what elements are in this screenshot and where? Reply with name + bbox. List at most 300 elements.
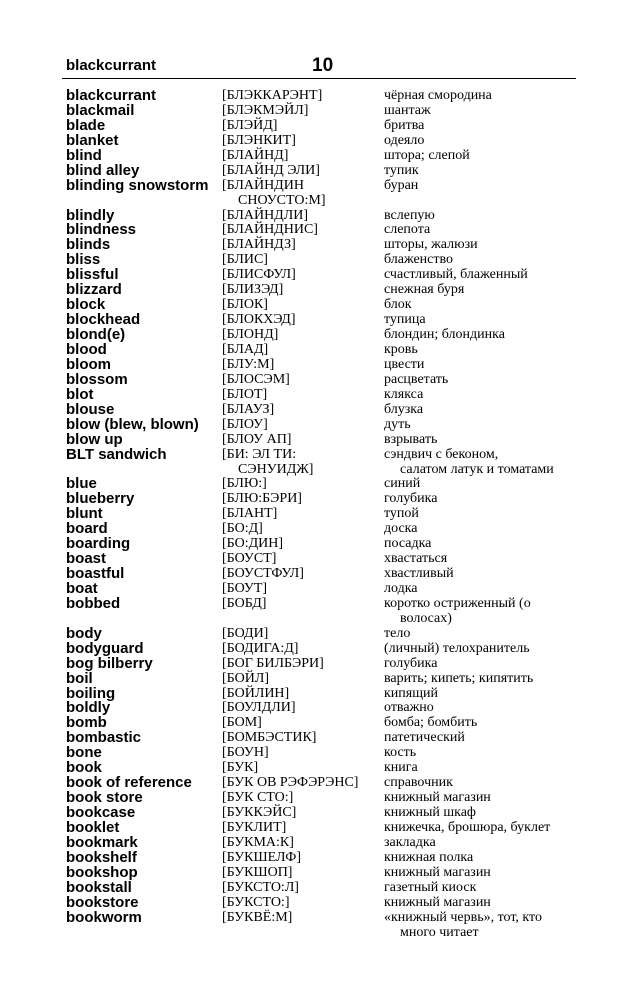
translation: [384, 402, 584, 417]
dictionary-entry: [0, 895, 619, 910]
dictionary-entry: [0, 432, 619, 447]
headword: boil: [66, 669, 93, 687]
dictionary-entry: [0, 536, 619, 551]
dictionary-entry: [0, 656, 619, 671]
translation-line: одеяло: [384, 132, 425, 148]
translation: [384, 790, 584, 805]
transcription: [222, 656, 380, 671]
transcription-line: [БОМ]: [222, 715, 262, 731]
translation: [384, 417, 584, 432]
transcription-line: [БЛИЗЭД]: [222, 282, 284, 298]
dictionary-entry: [0, 163, 619, 178]
dictionary-entry: [0, 880, 619, 895]
translation-line: «книжный червь», тот, кто: [384, 909, 542, 925]
headword: book store: [66, 789, 143, 807]
headword: bookmark: [66, 833, 138, 851]
transcription-line: [БУКВЁ:М]: [222, 909, 293, 925]
transcription-line: [БУКШОП]: [222, 864, 293, 880]
transcription-line: [БОБД]: [222, 595, 267, 611]
dictionary-entry: [0, 372, 619, 387]
headword: blackcurrant: [66, 87, 157, 104]
page-number: 10: [312, 55, 334, 76]
translation-line: хвастливый: [384, 566, 454, 582]
transcription: [222, 372, 380, 387]
translation: [384, 641, 584, 656]
translation: [384, 342, 584, 357]
translation-line: книжный магазин: [384, 894, 491, 910]
transcription-line: [БО:ДИН]: [222, 536, 284, 552]
headword: boarding: [66, 535, 131, 553]
translation-line: шантаж: [384, 102, 431, 118]
transcription-line: [БУКШЕЛФ]: [222, 849, 301, 865]
dictionary-entry: [0, 835, 619, 850]
transcription: [222, 237, 380, 252]
transcription-line: [БУКМА:К]: [222, 834, 294, 850]
transcription: [222, 252, 380, 267]
transcription: [222, 208, 380, 223]
transcription: [222, 596, 380, 611]
headword: bombastic: [66, 729, 142, 747]
headword: bliss: [66, 251, 101, 269]
transcription: [222, 910, 380, 925]
dictionary-entry: [0, 357, 619, 372]
dictionary-entry: [0, 700, 619, 715]
dictionary-entry: [0, 745, 619, 760]
transcription-line: [БЛЭНКИТ]: [222, 132, 296, 148]
dictionary-entry: [0, 342, 619, 357]
transcription: [222, 566, 380, 581]
transcription-line: [БОЙЛ]: [222, 670, 269, 686]
headword: blackmail: [66, 101, 135, 119]
transcription-line: [БЛОКХЭД]: [222, 312, 296, 328]
dictionary-entry: [0, 237, 619, 252]
headword: bookcase: [66, 804, 136, 822]
translation: [384, 163, 584, 178]
headword: blind alley: [66, 161, 140, 179]
transcription-line: [БУКЛИТ]: [222, 819, 287, 835]
translation: [384, 237, 584, 252]
dictionary-entries: [0, 88, 619, 940]
dictionary-entry: [0, 596, 619, 626]
translation: [384, 656, 584, 671]
headword: boldly: [66, 699, 111, 717]
translation-continuation: салатом латук и томатами: [400, 461, 554, 477]
translation: [384, 222, 584, 237]
dictionary-entry: [0, 297, 619, 312]
transcription: [222, 222, 380, 237]
dictionary-entry: [0, 387, 619, 402]
transcription-line: [БОУТ]: [222, 580, 268, 596]
transcription-line: [БЛАЙНД]: [222, 147, 289, 163]
headword: blinds: [66, 236, 111, 254]
translation-line: дуть: [384, 416, 411, 432]
headword: blade: [66, 116, 106, 134]
translation-line: синий: [384, 476, 421, 492]
headword: blow (blew, blown): [66, 415, 199, 433]
running-head-word: blackcurrant: [66, 57, 157, 74]
transcription: [222, 745, 380, 760]
transcription: [222, 626, 380, 641]
transcription-line: [БУККЭЙС]: [222, 805, 297, 821]
dictionary-entry: [0, 476, 619, 491]
headword: bookstall: [66, 878, 132, 896]
transcription: [222, 267, 380, 282]
transcription-line: [БОДИГА:Д]: [222, 640, 299, 656]
dictionary-entry: [0, 581, 619, 596]
translation-line: варить; кипеть; кипятить: [384, 670, 534, 686]
translation-line: книга: [384, 760, 418, 776]
translation: [384, 327, 584, 342]
translation: [384, 118, 584, 133]
transcription: [222, 327, 380, 342]
translation-line: кровь: [384, 341, 418, 357]
transcription: [222, 760, 380, 775]
transcription-line: [БОУСТФУЛ]: [222, 566, 304, 582]
transcription: [222, 282, 380, 297]
transcription: [222, 700, 380, 715]
transcription-line: [БО:Д]: [222, 521, 263, 537]
translation: [384, 835, 584, 850]
translation-line: закладка: [384, 834, 436, 850]
dictionary-entry: [0, 148, 619, 163]
translation: [384, 357, 584, 372]
headword: bloom: [66, 355, 111, 373]
transcription-line: [БЛАНТ]: [222, 506, 278, 522]
translation: [384, 730, 584, 745]
translation: [384, 760, 584, 775]
headword: bone: [66, 744, 102, 762]
dictionary-entry: [0, 282, 619, 297]
headword: blossom: [66, 370, 128, 388]
translation-line: вслепую: [384, 207, 435, 223]
transcription: [222, 357, 380, 372]
translation: [384, 626, 584, 641]
dictionary-entry: [0, 551, 619, 566]
translation-line: тупица: [384, 312, 426, 328]
headword: bodyguard: [66, 639, 144, 657]
headword: blond(e): [66, 326, 126, 344]
transcription-line: [БЛАЙНДЛИ]: [222, 207, 308, 223]
translation: [384, 88, 584, 103]
translation: [384, 506, 584, 521]
dictionary-entry: [0, 910, 619, 940]
transcription-continuation: СНОУСТО:М]: [238, 192, 326, 208]
headword: blood: [66, 340, 107, 358]
dictionary-entry: [0, 626, 619, 641]
translation: [384, 581, 584, 596]
transcription: [222, 775, 380, 790]
translation: [384, 267, 584, 282]
translation-line: бомба; бомбить: [384, 715, 478, 731]
transcription-line: [БУКСТО:Л]: [222, 879, 299, 895]
transcription-line: [БЛАД]: [222, 341, 269, 357]
translation-line: снежная буря: [384, 282, 465, 298]
dictionary-entry: [0, 775, 619, 790]
translation-line: хвастаться: [384, 551, 448, 567]
transcription: [222, 715, 380, 730]
translation-line: лодка: [384, 580, 418, 596]
headword: blunt: [66, 505, 103, 523]
dictionary-entry: [0, 208, 619, 223]
transcription-line: [БИ: ЭЛ ТИ:: [222, 446, 297, 462]
translation-line: блок: [384, 297, 412, 313]
transcription-line: [БЛОУ]: [222, 416, 268, 432]
headword: blissful: [66, 266, 119, 284]
transcription-line: [БЛОУ АП]: [222, 431, 292, 447]
headword: bomb: [66, 714, 107, 732]
translation-line: отважно: [384, 700, 434, 716]
translation: [384, 686, 584, 701]
headword: blot: [66, 385, 94, 403]
transcription-line: [БОГ БИЛБЭРИ]: [222, 655, 324, 671]
header-rule: [62, 78, 576, 79]
transcription: [222, 447, 380, 477]
transcription-line: [БУКСТО:]: [222, 894, 290, 910]
translation: [384, 491, 584, 506]
headword: blow up: [66, 430, 123, 448]
transcription: [222, 820, 380, 835]
translation-line: справочник: [384, 775, 453, 791]
translation: [384, 745, 584, 760]
translation: [384, 133, 584, 148]
headword: blizzard: [66, 281, 122, 299]
transcription-line: [БЛЮ:БЭРИ]: [222, 491, 302, 507]
translation: [384, 282, 584, 297]
translation: [384, 910, 584, 940]
transcription-line: [БЛИСФУЛ]: [222, 267, 296, 283]
headword: bobbed: [66, 594, 121, 612]
translation-line: книжный магазин: [384, 864, 491, 880]
dictionary-entry: [0, 222, 619, 237]
dictionary-entry: [0, 447, 619, 477]
transcription-line: [БЛОК]: [222, 297, 268, 313]
translation: [384, 476, 584, 491]
transcription: [222, 178, 380, 208]
transcription-line: [БОУЛДЛИ]: [222, 700, 296, 716]
translation: [384, 148, 584, 163]
translation-line: книжная полка: [384, 849, 474, 865]
translation-line: штора; слепой: [384, 147, 470, 163]
translation-line: кипящий: [384, 685, 438, 701]
transcription-line: [БЛИС]: [222, 252, 268, 268]
transcription-line: [БУК ОВ РЭФЭРЭНС]: [222, 775, 359, 791]
translation: [384, 178, 584, 193]
translation-line: бритва: [384, 117, 425, 133]
transcription: [222, 432, 380, 447]
transcription-line: [БЛОНД]: [222, 327, 279, 343]
headword: blue: [66, 475, 97, 493]
transcription: [222, 835, 380, 850]
transcription-line: [БОУН]: [222, 745, 269, 761]
transcription-line: [БЛАУЗ]: [222, 401, 275, 417]
dictionary-entry: [0, 118, 619, 133]
transcription: [222, 790, 380, 805]
transcription: [222, 880, 380, 895]
translation: [384, 775, 584, 790]
transcription: [222, 417, 380, 432]
headword: bookshelf: [66, 848, 137, 866]
transcription: [222, 476, 380, 491]
transcription: [222, 805, 380, 820]
translation: [384, 551, 584, 566]
dictionary-entry: [0, 88, 619, 103]
dictionary-entry: [0, 686, 619, 701]
translation-line: доска: [384, 521, 418, 537]
headword: boastful: [66, 565, 125, 583]
transcription-line: [БЛАЙНДЗ]: [222, 237, 296, 253]
translation: [384, 865, 584, 880]
translation-line: коротко остриженный (о: [384, 595, 531, 611]
headword: blueberry: [66, 490, 135, 508]
transcription: [222, 133, 380, 148]
translation: [384, 312, 584, 327]
headword: bookstore: [66, 893, 139, 911]
transcription: [222, 581, 380, 596]
transcription: [222, 118, 380, 133]
dictionary-entry: [0, 133, 619, 148]
transcription-line: [БЛЭККАРЭНТ]: [222, 88, 323, 103]
translation: [384, 536, 584, 551]
translation-line: блузка: [384, 401, 424, 417]
dictionary-entry: [0, 506, 619, 521]
translation: [384, 252, 584, 267]
dictionary-entry: [0, 865, 619, 880]
transcription-line: [БЛЮ:]: [222, 476, 267, 492]
dictionary-entry: [0, 327, 619, 342]
dictionary-entry: [0, 402, 619, 417]
transcription-line: [БЛАЙНДНИС]: [222, 222, 318, 238]
translation-line: шторы, жалюзи: [384, 237, 478, 253]
translation: [384, 432, 584, 447]
transcription-line: [БОУСТ]: [222, 551, 277, 567]
translation-line: книжечка, брошюра, буклет: [384, 819, 551, 835]
transcription-line: [БУК СТО:]: [222, 790, 294, 806]
headword: board: [66, 520, 108, 538]
headword: blouse: [66, 400, 115, 418]
transcription: [222, 402, 380, 417]
translation-line: сэндвич с беконом,: [384, 446, 499, 462]
translation-line: голубика: [384, 491, 438, 507]
translation: [384, 596, 584, 626]
transcription: [222, 163, 380, 178]
headword: blindly: [66, 206, 115, 224]
headword: bookworm: [66, 908, 142, 926]
translation: [384, 880, 584, 895]
transcription: [222, 148, 380, 163]
translation-line: блаженство: [384, 252, 454, 268]
translation: [384, 103, 584, 118]
dictionary-entry: [0, 417, 619, 432]
dictionary-entry: [0, 715, 619, 730]
transcription: [222, 730, 380, 745]
translation: [384, 850, 584, 865]
translation: [384, 805, 584, 820]
transcription-line: [БЛУ:М]: [222, 356, 275, 372]
transcription-line: [БЛОСЭМ]: [222, 371, 290, 387]
dictionary-entry: [0, 491, 619, 506]
translation-line: слепота: [384, 222, 431, 238]
transcription: [222, 521, 380, 536]
translation: [384, 297, 584, 312]
translation-line: тупой: [384, 506, 419, 522]
translation-continuation: волосах): [400, 610, 452, 626]
transcription: [222, 387, 380, 402]
translation-line: клякса: [384, 386, 424, 402]
headword: block: [66, 296, 106, 314]
transcription-line: [БЛЭКМЭЙЛ]: [222, 102, 309, 118]
transcription: [222, 865, 380, 880]
headword: blanket: [66, 131, 119, 149]
transcription: [222, 551, 380, 566]
headword: boiling: [66, 684, 116, 702]
transcription-line: [БЛАЙНД ЭЛИ]: [222, 162, 320, 178]
headword: blinding snowstorm: [66, 176, 209, 194]
translation: [384, 372, 584, 387]
transcription: [222, 312, 380, 327]
dictionary-entry: [0, 521, 619, 536]
transcription: [222, 297, 380, 312]
headword: boast: [66, 550, 107, 568]
transcription: [222, 491, 380, 506]
transcription: [222, 686, 380, 701]
headword: blockhead: [66, 311, 141, 329]
headword: book of reference: [66, 774, 192, 792]
translation-line: счастливый, блаженный: [384, 267, 528, 283]
dictionary-entry: [0, 730, 619, 745]
transcription: [222, 850, 380, 865]
translation-line: кость: [384, 745, 417, 761]
dictionary-entry: [0, 850, 619, 865]
transcription: [222, 895, 380, 910]
translation-line: (личный) телохранитель: [384, 640, 530, 656]
translation: [384, 715, 584, 730]
transcription: [222, 536, 380, 551]
transcription-line: [БОДИ]: [222, 625, 269, 641]
translation: [384, 208, 584, 223]
headword: booklet: [66, 818, 120, 836]
dictionary-entry: [0, 805, 619, 820]
transcription-line: [БОЙЛИН]: [222, 685, 290, 701]
transcription-line: [БЛОТ]: [222, 386, 268, 402]
translation-line: взрывать: [384, 431, 438, 447]
transcription-line: [БУК]: [222, 760, 259, 776]
dictionary-entry: [0, 103, 619, 118]
dictionary-entry: [0, 312, 619, 327]
translation-line: голубика: [384, 655, 438, 671]
dictionary-entry: [0, 641, 619, 656]
transcription: [222, 88, 380, 103]
translation: [384, 895, 584, 910]
translation-line: расцветать: [384, 371, 449, 387]
dictionary-entry: [0, 178, 619, 208]
dictionary-entry: [0, 820, 619, 835]
headword: blind: [66, 146, 102, 164]
transcription-line: [БЛЭЙД]: [222, 117, 278, 133]
translation-line: буран: [384, 177, 419, 193]
translation-line: тупик: [384, 162, 419, 178]
headword: bookshop: [66, 863, 138, 881]
dictionary-entry: [0, 760, 619, 775]
dictionary-entry: [0, 671, 619, 686]
headword: blindness: [66, 221, 137, 239]
headword: book: [66, 759, 102, 777]
headword: boat: [66, 579, 98, 597]
transcription: [222, 103, 380, 118]
transcription: [222, 641, 380, 656]
dictionary-entry: [0, 790, 619, 805]
headword: BLT sandwich: [66, 445, 167, 463]
translation-line: цвести: [384, 356, 425, 372]
